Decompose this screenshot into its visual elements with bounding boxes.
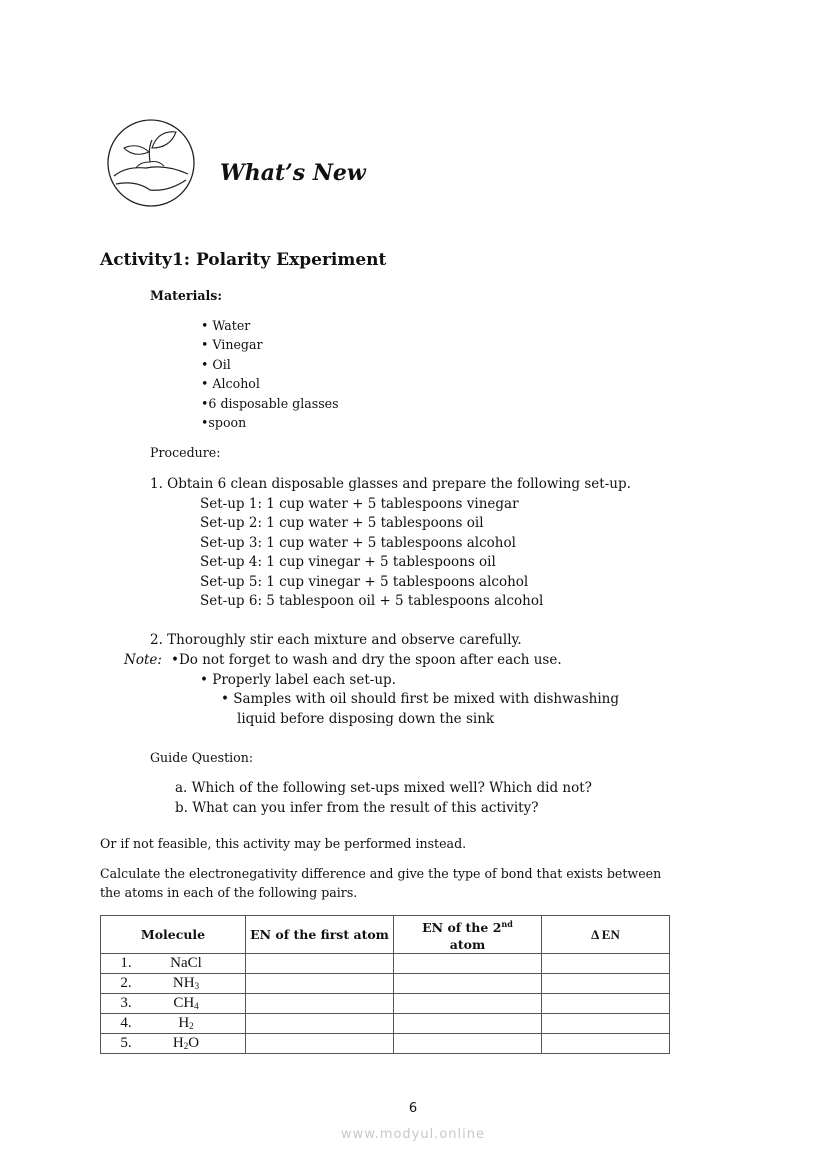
molecule-cell (101, 1034, 246, 1054)
material-item: • Alcohol (201, 376, 260, 391)
molecule-formula: $NH_3$ (172, 975, 200, 992)
table-row (101, 954, 670, 974)
setup-item: Set-up 6: 5 tablespoon oil + 5 tablespoons alcohol (200, 593, 544, 609)
note-item: liquid before disposing down the sink (237, 711, 495, 727)
material-item: • Oil (201, 357, 231, 372)
delta-en-cell[interactable] (542, 994, 670, 1014)
note-label: Note: (124, 652, 162, 668)
delta-en-cell[interactable] (542, 1034, 670, 1054)
molecule-formula: $H_2$ (178, 1015, 194, 1032)
en-first-cell[interactable] (246, 974, 394, 994)
materials-label: Materials: (150, 288, 223, 303)
table-row (101, 994, 670, 1014)
molecule-formula: $CH_4$ (173, 995, 199, 1012)
row-number: 3. (120, 995, 132, 1012)
en-second-cell[interactable] (394, 1034, 542, 1054)
setup-item: Set-up 2: 1 cup water + 5 tablespoons oil (200, 515, 484, 531)
watermark: www.modyul.online (340, 1127, 486, 1142)
procedure-step-1: 1. Obtain 6 clean disposable glasses and prepare the following set-up. (150, 476, 631, 492)
guide-question: a. Which of the following set-ups mixed well? Which did not? (175, 780, 592, 796)
header-molecule: Molecule (101, 916, 246, 954)
page-number: 6 (408, 1101, 418, 1116)
molecule-formula: $H_2O$ (172, 1035, 200, 1052)
table-row (101, 974, 670, 994)
en-first-cell[interactable] (246, 994, 394, 1014)
table-row (101, 1014, 670, 1034)
en-second-cell[interactable] (394, 974, 542, 994)
delta-en-cell[interactable] (542, 954, 670, 974)
note-item: • Samples with oil should first be mixed with dishwashing (221, 691, 619, 707)
setup-item: Set-up 4: 1 cup vinegar + 5 tablespoons oil (200, 554, 496, 570)
hand-plant-logo-icon (106, 118, 196, 208)
en-first-cell[interactable] (246, 1034, 394, 1054)
material-item: • Water (201, 318, 251, 333)
en-second-cell[interactable] (394, 994, 542, 1014)
row-number: 5. (120, 1035, 132, 1052)
en-first-cell[interactable] (246, 1014, 394, 1034)
molecule-formula: NaCl (170, 955, 202, 972)
en-second-cell[interactable] (394, 1014, 542, 1034)
guide-question: b. What can you infer from the result of this activity? (175, 800, 539, 816)
material-item: •spoon (201, 415, 247, 430)
molecule-cell (101, 974, 246, 994)
instruction-text: the atoms in each of the following pairs. (100, 885, 358, 900)
section-title: What’s New (220, 160, 366, 186)
delta-en-cell[interactable] (542, 1014, 670, 1034)
setup-item: Set-up 1: 1 cup water + 5 tablespoons vinegar (200, 496, 519, 512)
row-number: 1. (120, 955, 132, 972)
molecule-cell (101, 954, 246, 974)
electronegativity-table (100, 915, 670, 1054)
material-item: • Vinegar (201, 337, 263, 352)
note-item: • Properly label each set-up. (200, 672, 396, 688)
header-delta-en: Δ EN (542, 916, 670, 954)
note-item: •Do not forget to wash and dry the spoon after each use. (171, 652, 562, 668)
guide-question-label: Guide Question: (150, 750, 254, 765)
table-row (101, 1034, 670, 1054)
header-en-second-atom: EN of the 2nd atom (394, 916, 542, 954)
molecule-cell (101, 994, 246, 1014)
alternative-note: Or if not feasible, this activity may be performed instead. (100, 836, 467, 851)
procedure-label: Procedure: (150, 445, 221, 460)
row-number: 2. (120, 975, 132, 992)
molecule-cell (101, 1014, 246, 1034)
en-first-cell[interactable] (246, 954, 394, 974)
header-en-first-atom: EN of the first atom (246, 916, 394, 954)
setup-item: Set-up 5: 1 cup vinegar + 5 tablespoons alcohol (200, 574, 529, 590)
setup-item: Set-up 3: 1 cup water + 5 tablespoons alcohol (200, 535, 516, 551)
delta-en-cell[interactable] (542, 974, 670, 994)
activity-title: Activity1: Polarity Experiment (100, 250, 387, 270)
procedure-step-2: 2. Thoroughly stir each mixture and observe carefully. (150, 632, 522, 648)
en-second-cell[interactable] (394, 954, 542, 974)
material-item: •6 disposable glasses (201, 396, 339, 411)
row-number: 4. (120, 1015, 132, 1032)
table-header-row (101, 916, 670, 954)
instruction-text: Calculate the electronegativity difference and give the type of bond that exists between (100, 866, 662, 881)
